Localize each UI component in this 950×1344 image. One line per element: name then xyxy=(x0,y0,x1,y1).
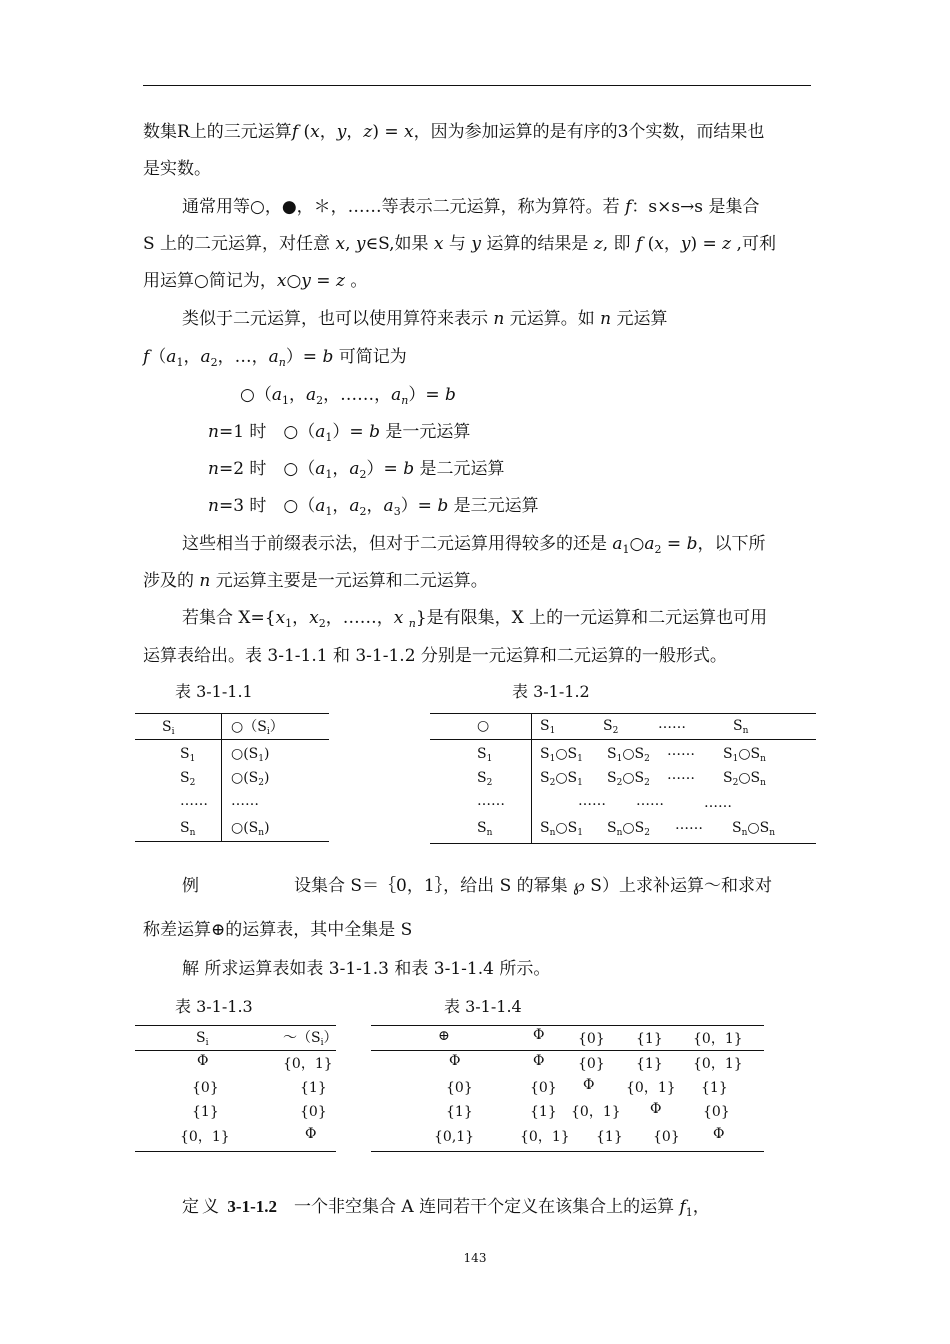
para1-line1: 数集R上的三元运算f (x，y，z) = x，因为参加运算的是有序的3个实数，而结果也 xyxy=(143,122,765,142)
table4-header-rule xyxy=(371,1050,764,1051)
table2-cell: $S_2$ xyxy=(477,770,493,788)
table2-cell: $S_n$ xyxy=(477,820,493,838)
table4-cell: Φ xyxy=(533,1053,545,1069)
para4-line1: 这些相当于前缀表示法，但对于二元运算用得较多的还是 $a_1○a_2 = b$，以下所 xyxy=(182,534,766,556)
para5-line1: 若集合 $X=\{x_1$，$x_2$，……，x $_n$}是有限集，X 上的一元运算和二元运算也可用 xyxy=(182,608,768,630)
table2-cell: …… xyxy=(477,793,505,809)
table1-cell: $S_2$ xyxy=(180,770,196,788)
table2-cell: …… xyxy=(578,793,606,809)
page-number: 143 xyxy=(463,1251,487,1265)
definition-label: 定义 xyxy=(182,1197,222,1217)
table3-cell: {1} xyxy=(300,1080,327,1096)
table3-cell: {0} xyxy=(300,1104,327,1120)
table2-header-cell: …… xyxy=(658,716,686,732)
table4-cell: {1} xyxy=(636,1056,663,1072)
table4-cell: {1} xyxy=(446,1104,473,1120)
table4-top-rule xyxy=(371,1025,764,1026)
definition-number: 3-1-1.2 xyxy=(227,1197,277,1216)
table4-cell: {0,1} xyxy=(434,1129,475,1145)
example-text-line1: 设集合 S＝｛0，1｝，给出 S 的幂集 ℘ S）上求补运算～和求对 xyxy=(294,876,772,896)
table4-cell: {0，1} xyxy=(693,1056,743,1072)
table4-cell: {0} xyxy=(578,1056,605,1072)
table1-cell: $○(S_2)$ xyxy=(231,770,270,788)
table3-cell: {0} xyxy=(192,1080,219,1096)
para2-line3: 用运算○简记为，x○y = z 。 xyxy=(143,271,368,291)
table4-bottom-rule xyxy=(371,1151,764,1152)
para2-line2: S 上的二元运算，对任意 x, y∈S,如果 x 与 y 运算的结果是 z, 即 f (x，y) = z ,可利 xyxy=(143,234,776,254)
table3-header-si: $S_i$ xyxy=(196,1030,209,1048)
table4-cell: Φ xyxy=(650,1101,662,1117)
table3-cell: {1} xyxy=(192,1104,219,1120)
table4-cell: {1} xyxy=(701,1080,728,1096)
table4-cell: {1} xyxy=(530,1104,557,1120)
table1-divider xyxy=(221,713,222,841)
table4-header-cell: {0} xyxy=(578,1031,605,1047)
table4-header-cell: Φ xyxy=(533,1027,545,1043)
table1-cell: …… xyxy=(231,793,259,809)
unary-case: n=1 时 $○(a_1)= b$ 是一元运算 xyxy=(208,422,471,444)
table2-header-cell: $S_n$ xyxy=(733,718,749,736)
table3-cell: {0，1} xyxy=(180,1129,230,1145)
table2-cell: …… xyxy=(667,767,695,783)
table2-cell: $S_n○S_2$ xyxy=(607,820,650,838)
para3-line3: $○(a_1$，$a_2$，……，$a_n)= b$ xyxy=(240,385,456,407)
table2-divider xyxy=(531,713,532,843)
table1-cell: $S_n$ xyxy=(180,820,196,838)
table2-cell: $S_2○S_2$ xyxy=(607,770,650,788)
table2-cell: …… xyxy=(667,743,695,759)
table2-cell: $S_n○S_n$ xyxy=(732,820,775,838)
table1-cell: …… xyxy=(180,793,208,809)
table2-header-rule xyxy=(430,739,816,740)
table2-cell: $S_1○S_n$ xyxy=(723,746,766,764)
para1-line2: 是实数。 xyxy=(143,159,211,179)
table4-header-op: ⊕ xyxy=(438,1028,450,1044)
table1-top-rule xyxy=(135,713,329,714)
table4-cell: {0，1} xyxy=(520,1129,570,1145)
example-label: 例 xyxy=(182,876,199,896)
table4-cell: {0，1} xyxy=(626,1080,676,1096)
table4-cell: {0} xyxy=(530,1080,557,1096)
table2-cell: $S_1○S_1$ xyxy=(540,746,583,764)
table3-header-rule xyxy=(135,1050,336,1051)
table3-bottom-rule xyxy=(135,1151,336,1152)
para3-line2: $f(a_1$，$a_2$，…，$a_n)= b$ 可简记为 xyxy=(143,347,407,369)
definition-line: 定义 3-1-1.2 一个非空集合 A 连同若干个定义在该集合上的运算 $f_1$， xyxy=(182,1197,710,1219)
para3-line1: 类似于二元运算，也可以使用算符来表示 n 元运算。如 n 元运算 xyxy=(182,309,668,329)
table1-header-op: $○(S_i)$ xyxy=(231,719,284,737)
header-rule xyxy=(143,85,811,86)
binary-case: n=2 时 $○(a_1$，$a_2)= b$ 是二元运算 xyxy=(208,459,505,481)
table2-cell: …… xyxy=(704,795,732,811)
table2-cell: $S_1○S_2$ xyxy=(607,746,650,764)
table2-cell: $S_n○S_1$ xyxy=(540,820,583,838)
table2-header-op: ○ xyxy=(477,718,490,734)
table4-cell: {1} xyxy=(596,1129,623,1145)
table4-cell: Φ xyxy=(449,1053,461,1069)
table2-bottom-rule xyxy=(430,843,816,844)
table1-caption: 表 3-1-1.1 xyxy=(175,682,253,701)
table3-cell: {0，1} xyxy=(283,1056,333,1072)
table1-cell: $○(S_n)$ xyxy=(231,820,270,838)
table2-header-cell: $S_1$ xyxy=(540,718,556,736)
table4-cell: {0} xyxy=(703,1104,730,1120)
table2-cell: …… xyxy=(675,817,703,833)
table3-caption: 表 3-1-1.3 xyxy=(175,997,253,1016)
table2-cell: $S_2○S_n$ xyxy=(723,770,766,788)
table4-cell: {0，1} xyxy=(571,1104,621,1120)
table1-bottom-rule xyxy=(135,841,329,842)
para5-line2: 运算表给出。表 3-1-1.1 和 3-1-1.2 分别是一元运算和二元运算的一般形式。 xyxy=(143,646,727,666)
table2-caption: 表 3-1-1.2 xyxy=(512,682,590,701)
table3-cell: Φ xyxy=(305,1126,317,1142)
table4-cell: {0} xyxy=(446,1080,473,1096)
table4-header-cell: {1} xyxy=(636,1031,663,1047)
para2-line1: 通常用等○，●，＊，……等表示二元运算，称为算符。若 f：s×s→s 是集合 xyxy=(182,197,760,217)
table2-cell: …… xyxy=(636,793,664,809)
table4-cell: {0} xyxy=(653,1129,680,1145)
table1-cell: $○(S_1)$ xyxy=(231,746,270,764)
example-text-line2: 称差运算⊕的运算表，其中全集是 S xyxy=(143,920,413,940)
table4-cell: Φ xyxy=(583,1077,595,1093)
table4-cell: Φ xyxy=(713,1126,725,1142)
table4-header-cell: {0，1} xyxy=(693,1031,743,1047)
table2-cell: $S_2○S_1$ xyxy=(540,770,583,788)
table2-top-rule xyxy=(430,713,816,714)
ternary-case: n=3 时 $○(a_1$，$a_2$，$a_3)= b$ 是三元运算 xyxy=(208,496,539,518)
table3-cell: Φ xyxy=(197,1053,209,1069)
table1-cell: $S_1$ xyxy=(180,746,196,764)
para4-line2: 涉及的 n 元运算主要是一元运算和二元运算。 xyxy=(143,571,488,591)
solution-text: 解 所求运算表如表 3-1-1.3 和表 3-1-1.4 所示。 xyxy=(182,959,551,979)
table2-cell: $S_1$ xyxy=(477,746,493,764)
table1-header-rule xyxy=(135,739,329,740)
table3-top-rule xyxy=(135,1025,336,1026)
table1-header-si: $S_i$ xyxy=(162,719,175,737)
table3-header-op: $\sim(S_i)$ xyxy=(283,1030,338,1048)
table4-caption: 表 3-1-1.4 xyxy=(444,997,522,1016)
table2-header-cell: $S_2$ xyxy=(603,718,619,736)
